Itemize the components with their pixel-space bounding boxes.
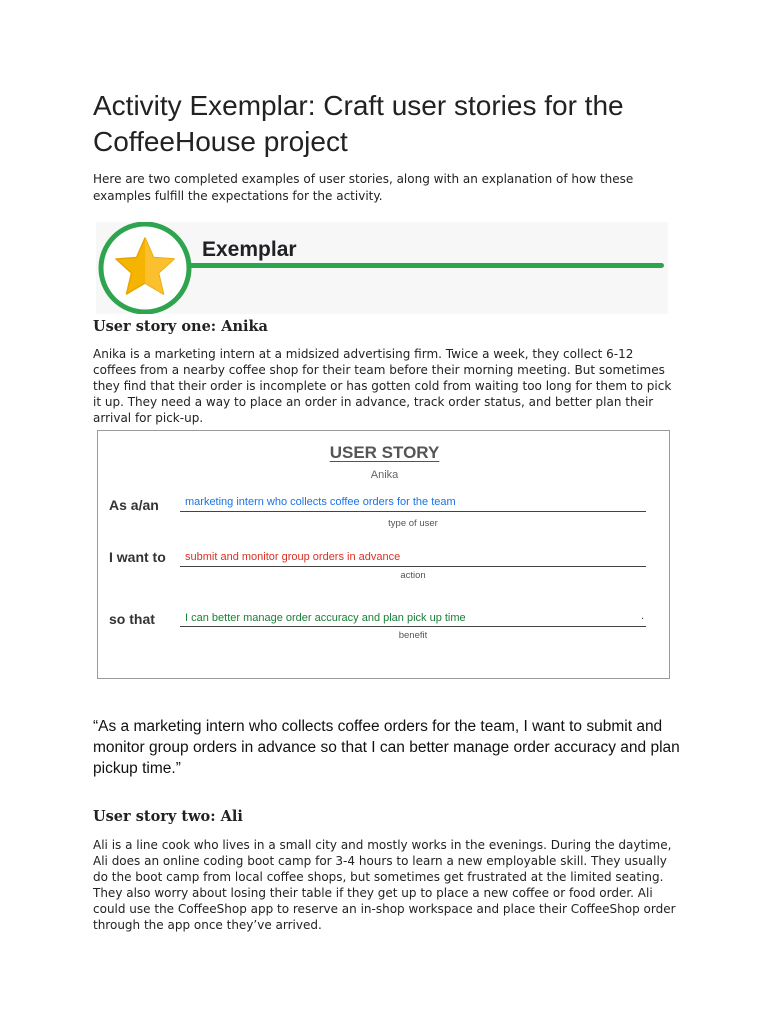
user-story-card	[97, 430, 670, 679]
story-two-paragraph: Ali is a line cook who lives in a small city and mostly works in the evenings. During the daytime, Ali does an online coding boot camp for 3-4 hours to learn a new employable skill. They usually do the boot camp from local coffee shops, but sometimes get frustrated at the limited seating. They also worry about losing their table if they get up to place a new coffee or food order. Ali could use the CoffeeShop app to reserve an in-shop workspace and place their CoffeeShop order through the app once they’ve arrived.	[93, 838, 676, 932]
story-one-quote: “As a marketing intern who collects coffee orders for the team, I want to submit and monitor group orders in advance so that I can better manage order accuracy and plan pickup time.”	[93, 718, 680, 777]
row-underline	[180, 511, 646, 512]
row-value-action: submit and monitor group orders in advance	[185, 551, 401, 563]
row-label-benefit: so that	[109, 611, 155, 627]
card-persona-name: Anika	[370, 469, 399, 481]
story-one-paragraph: Anika is a marketing intern at a midsized advertising firm. Twice a week, they collect 6-12 coffees from a nearby coffee shop for their team before their morning meeting. But sometimes they find that their order is incomplete or has gotten cold from waiting too long for them to pick it up. They need a way to place an order in advance, track order status, and better plan their arrival for pick-up.	[93, 347, 672, 425]
row-value-user: marketing intern who collects coffee orders for the team	[185, 496, 456, 508]
row-underline	[180, 566, 646, 567]
banner-divider	[184, 263, 664, 268]
row-value-benefit: I can better manage order accuracy and plan pick up time	[185, 612, 466, 624]
banner-label: Exemplar	[202, 238, 297, 261]
story-one-heading: User story one: Anika	[93, 318, 268, 335]
row-underline	[180, 626, 646, 627]
row-caption-user: type of user	[388, 518, 438, 529]
story-two-heading: User story two: Ali	[93, 808, 243, 825]
page-title: Activity Exemplar: Craft user stories for the CoffeeHouse project	[93, 90, 624, 157]
exemplar-banner	[96, 222, 668, 314]
star-icon	[96, 222, 192, 314]
row-caption-action: action	[400, 570, 426, 581]
intro-paragraph: Here are two completed examples of user stories, along with an explanation of how these examples fulfill the expectations for the activity.	[93, 172, 634, 203]
row-label-action: I want to	[109, 549, 166, 565]
card-title: USER STORY	[329, 443, 440, 462]
trailing-mark: .	[641, 611, 645, 622]
row-label-user: As a/an	[109, 497, 159, 513]
row-caption-benefit: benefit	[398, 630, 428, 641]
